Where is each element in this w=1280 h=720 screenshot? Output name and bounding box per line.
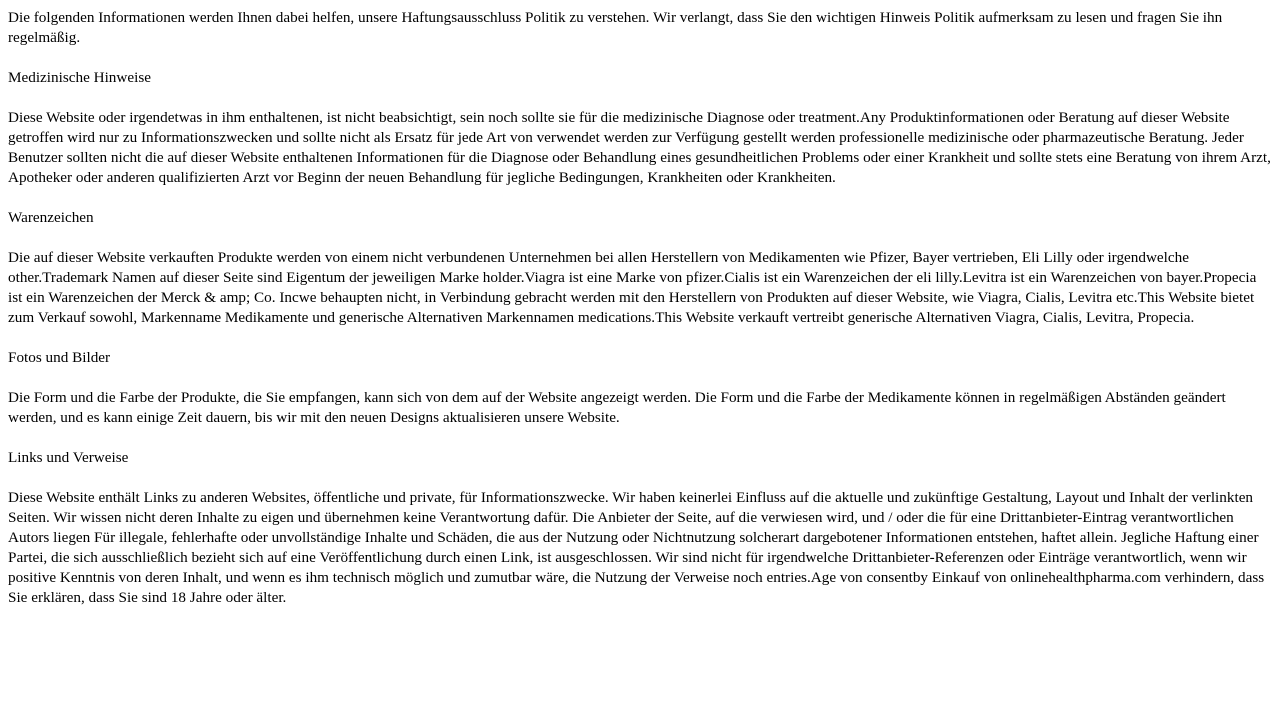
section-heading-medical: Medizinische Hinweise xyxy=(8,69,151,86)
section-body-trademarks: Die auf dieser Website verkauften Produkte werden von einem nicht verbundenen Unternehmen bei allen Herstellern von Medikamenten wie Pfizer, Bayer vertrieben, Eli Lilly oder irgendwelche other.Trademark Namen auf dieser Seite sind Eigentum der jeweiligen Marke holder.Viagra ist eine Marke von pfizer.Cialis ist ein Warenzeichen der eli lilly.Levitra ist ein Warenzeichen von bayer.Propecia ist ein Warenzeichen der Merck & amp; Co. Incwe behaupten nicht, in Verbindung gebracht werden mit den Herstellern von Produkten auf dieser Website, wie Viagra, Cialis, Levitra etc.This Website bietet zum Verkauf sowohl, Markenname Medikamente und generische Alternativen Markennamen medications.This Website verkauft vertreibt generische Alternativen Viagra, Cialis, Levitra, Propecia. xyxy=(8,249,1257,326)
section-heading-links: Links und Verweise xyxy=(8,449,129,466)
section-body-photos: Die Form und die Farbe der Produkte, die Sie empfangen, kann sich von dem auf der Website angezeigt werden. Die Form und die Farbe der Medikamente können in regelmäßigen Abständen geändert werden, und es kann einige Zeit dauern, bis wir mit den neuen Designs aktualisieren unsere Website. xyxy=(8,389,1226,426)
section-body-medical: Diese Website oder irgendetwas in ihm enthaltenen, ist nicht beabsichtigt, sein noch sollte sie für die medizinische Diagnose oder treatment.Any Produktinformationen oder Beratung auf dieser Website getroffen wird nur zu Informationszwecken und sollte nicht als Ersatz für jede Art von verwendet werden zur Verfügung gestellt werden professionelle medizinische oder pharmazeutische Beratung. Jeder Benutzer sollten nicht die auf dieser Website enthaltenen Informationen für die Diagnose oder Behandlung eines gesundheitlichen Problems oder einer Krankheit und sollte stets eine Beratung von ihrem Arzt, Apotheker oder anderen qualifizierten Arzt vor Beginn der neuen Behandlung für jegliche Bedingungen, Krankheiten oder Krankheiten. xyxy=(8,109,1271,186)
section-heading-photos: Fotos und Bilder xyxy=(8,349,111,366)
intro-paragraph: Die folgenden Informationen werden Ihnen dabei helfen, unsere Haftungsausschluss Politik zu verstehen. Wir verlangt, dass Sie den wichtigen Hinweis Politik aufmerksam zu lesen und fragen Sie ihn regelmäßig. xyxy=(8,9,1223,46)
section-heading-trademarks: Warenzeichen xyxy=(8,209,94,226)
section-body-links: Diese Website enthält Links zu anderen Websites, öffentliche und private, für Informationszwecke. Wir haben keinerlei Einfluss auf die aktuelle und zukünftige Gestaltung, Layout und Inhalt der verlinkten Seiten. Wir wissen nicht deren Inhalte zu eigen und übernehmen keine Verantwortung dafür. Die Anbieter der Seite, auf die verwiesen wird, und / oder die für eine Drittanbieter-Eintrag verantwortlichen Autors liegen Für illegale, fehlerhafte oder unvollständige Inhalte und Schäden, die aus der Nutzung oder Nichtnutzung solcherart dargebotener Informationen entstehen, haftet allein. Jegliche Haftung einer Partei, die sich ausschließlich bezieht sich auf eine Veröffentlichung durch einen Link, ist ausgeschlossen. Wir sind nicht für irgendwelche Drittanbieter-Referenzen oder Einträge verantwortlich, wenn wir positive Kenntnis von deren Inhalt, und wenn es ihm technisch möglich und zumutbar wäre, die Nutzung der Verweise noch entries.Age von consentby Einkauf von onlinehealthpharma.com verhindern, dass Sie erklären, dass Sie sind 18 Jahre oder älter. xyxy=(8,489,1265,606)
